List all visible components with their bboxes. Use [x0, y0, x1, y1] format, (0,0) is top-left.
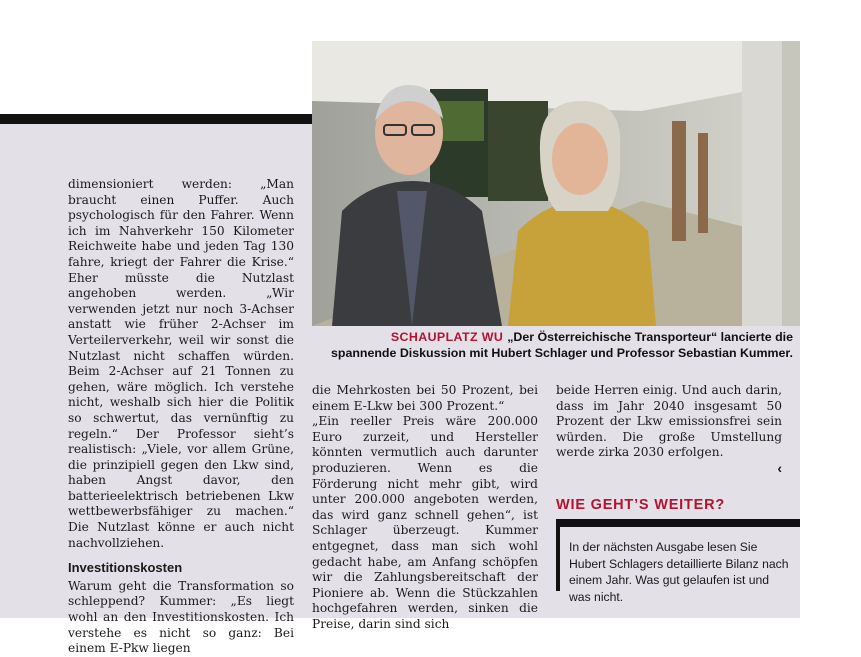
top-rule	[0, 114, 312, 124]
info-box-top-rule	[556, 519, 800, 527]
article-column-3	[556, 383, 782, 476]
subheading: Investitionskosten	[68, 560, 183, 576]
info-box-title: WIE GEHT’S WEITER?	[556, 497, 726, 513]
column1-paragraph-1: dimensioniert werden: „Man braucht einen Puffer. Auch psychologisch für den Fahrer. Wenn ich im Nahverkehr 150 Kilometer Reichweite habe und jeden Tag 130 fahre, kriegt der Fahrer die Krise.“ Eher müsste die Nutzlast angehoben werden. „Wir verwenden jetzt nur noch 3-Achser anstatt wie früher 2-Achser im Verteilerverkehr, weil wir sonst die Nutzlast nicht schaffen würden. Beim 2-Achser auf 21 Tonnen zu gehen, wäre möglich. Ich verstehe nicht, weshalb sich hier die Politik so schwertut, das vernünftig zu regeln.“ Der Professor sieht’s realistisch: „Viele, vor allem Grüne, die prinzipiell gegen den Lkw sind, haben Angst davor, den batterieelektrisch betriebenen Lkw wettbewerbsfähiger zu machen.“ Die Nutzlast könne er auch nicht nachvollziehen.	[68, 177, 294, 550]
photo-caption	[323, 329, 793, 361]
column3-paragraph-1: beide Herren einig. Und auch darin, dass im Jahr 2040 insgesamt 50 Prozent der Lkw emissionsfrei sein würden. Die große Umstellung werde zirka 2030 erfolgen.	[556, 383, 782, 460]
caption-text: „Der Österreichische Transporteur“ lancierte die spannende Diskussion mit Hubert Schlager und Professor Sebastian Kummer.	[330, 330, 793, 360]
end-mark-icon: ‹	[777, 459, 782, 476]
info-box-text: In der nächsten Ausgabe lesen Sie Hubert Schlagers detaillierte Bilanz nach einem Jahr. Was gut gelaufen ist und was nicht.	[569, 540, 789, 604]
info-box-left-rule	[556, 527, 560, 591]
column2-paragraph-1: die Mehrkosten bei 50 Prozent, bei einem E-Lkw bei 300 Prozent.“	[312, 383, 538, 413]
article-column-2	[312, 383, 538, 633]
article-column-1	[68, 177, 294, 657]
caption-lead: SCHAUPLATZ WU	[390, 330, 504, 344]
article-photo	[312, 41, 800, 326]
column1-paragraph-2: Warum geht die Transformation so schleppend? Kummer: „Es liegt wohl an den Investitionskosten. Ich verstehe es nicht so ganz: Bei einem E-Pkw liegen	[68, 578, 294, 656]
column2-paragraph-2: „Ein reeller Preis wäre 200.000 Euro zurzeit, und Hersteller könnten vermutlich auch darunter produzieren. Wenn es die Förderung nicht mehr gibt, wird unter 200.000 angeboten werden, das wird ganz schnell gehen“, ist Schlager überzeugt. Kummer entgegnet, dass man sich wohl gedacht habe, am Anfang schöpfen wir die Zahlungsbereitschaft der Pioniere ab. Wenn die Stückzahlen hochgefahren werden, sinken die Preise, darin sind sich	[312, 414, 538, 631]
